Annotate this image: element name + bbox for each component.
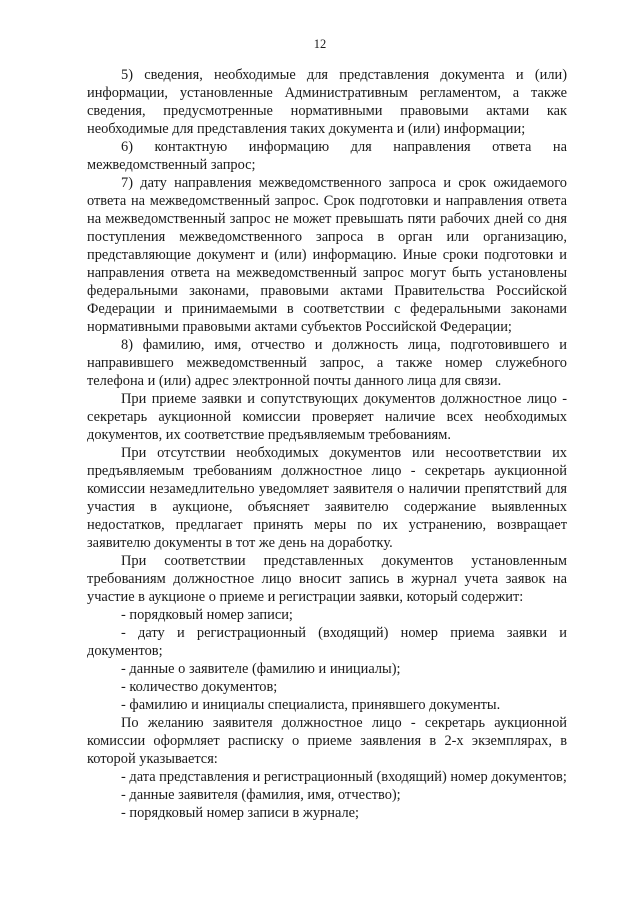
list-item: - дату и регистрационный (входящий) номер приема заявки и документов; (87, 625, 567, 659)
paragraph: 5) сведения, необходимые для представления документа и (или) информации, установленные Административным регламентом, а также сведения, предусмотренные нормативными правовыми актами как необходимые для представления таких документа и (или) информации; (87, 67, 567, 137)
paragraph: При приеме заявки и сопутствующих документов должностное лицо - секретарь аукционной комиссии проверяет наличие всех необходимых документов, их соответствие предъявляемым требованиям. (87, 391, 567, 443)
list-item: - фамилию и инициалы специалиста, принявшего документы. (121, 697, 501, 713)
list-item: - дата представления и регистрационный (входящий) номер документов; (121, 769, 567, 785)
paragraph: 7) дату направления межведомственного запроса и срок ожидаемого ответа на межведомственный запрос. Срок подготовки и направления ответа на межведомственный запрос не может превышать пяти рабочих дней со дня поступления межведомственного запроса в орган или организацию, представляющие документ и (или) информацию. Иные сроки подготовки и направления ответа на межведомственный запрос могут быть установлены федеральными законами, правовыми актами Правительства Российской Федерации и принимаемыми в соответствии с федеральными законами нормативными правовыми актами субъектов Российской Федерации; (87, 175, 567, 335)
paragraph: При отсутствии необходимых документов или несоответствии их предъявляемым требованиям должностное лицо - секретарь аукционной комиссии незамедлительно уведомляет заявителя о наличии препятствий для участия в аукционе, объясняет заявителю содержание выявленных недостатков, предлагает принять меры по их устранению, возвращает заявителю документы в тот же день на доработку. (87, 445, 567, 551)
paragraph: 8) фамилию, имя, отчество и должность лица, подготовившего и направившего межведомственный запрос, а также номер служебного телефона и (или) адрес электронной почты данного лица для связи. (87, 337, 567, 389)
list-item: - данные о заявителе (фамилию и инициалы); (121, 661, 401, 677)
list-item: - порядковый номер записи; (121, 607, 293, 623)
paragraph: При соответствии представленных документов установленным требованиям должностное лицо вносит запись в журнал учета заявок на участие в аукционе о приеме и регистрации заявки, который содержит: (87, 553, 567, 605)
page-number: 12 (313, 37, 327, 51)
list-item: - количество документов; (121, 679, 278, 695)
paragraph: По желанию заявителя должностное лицо - секретарь аукционной комиссии оформляет расписку о приеме заявления в 2-х экземплярах, в которой указывается: (87, 715, 567, 767)
paragraph: 6) контактную информацию для направления ответа на межведомственный запрос; (87, 139, 567, 173)
list-item: - порядковый номер записи в журнале; (121, 805, 360, 821)
list-item: - данные заявителя (фамилия, имя, отчество); (121, 787, 401, 803)
document-body (87, 66, 567, 822)
